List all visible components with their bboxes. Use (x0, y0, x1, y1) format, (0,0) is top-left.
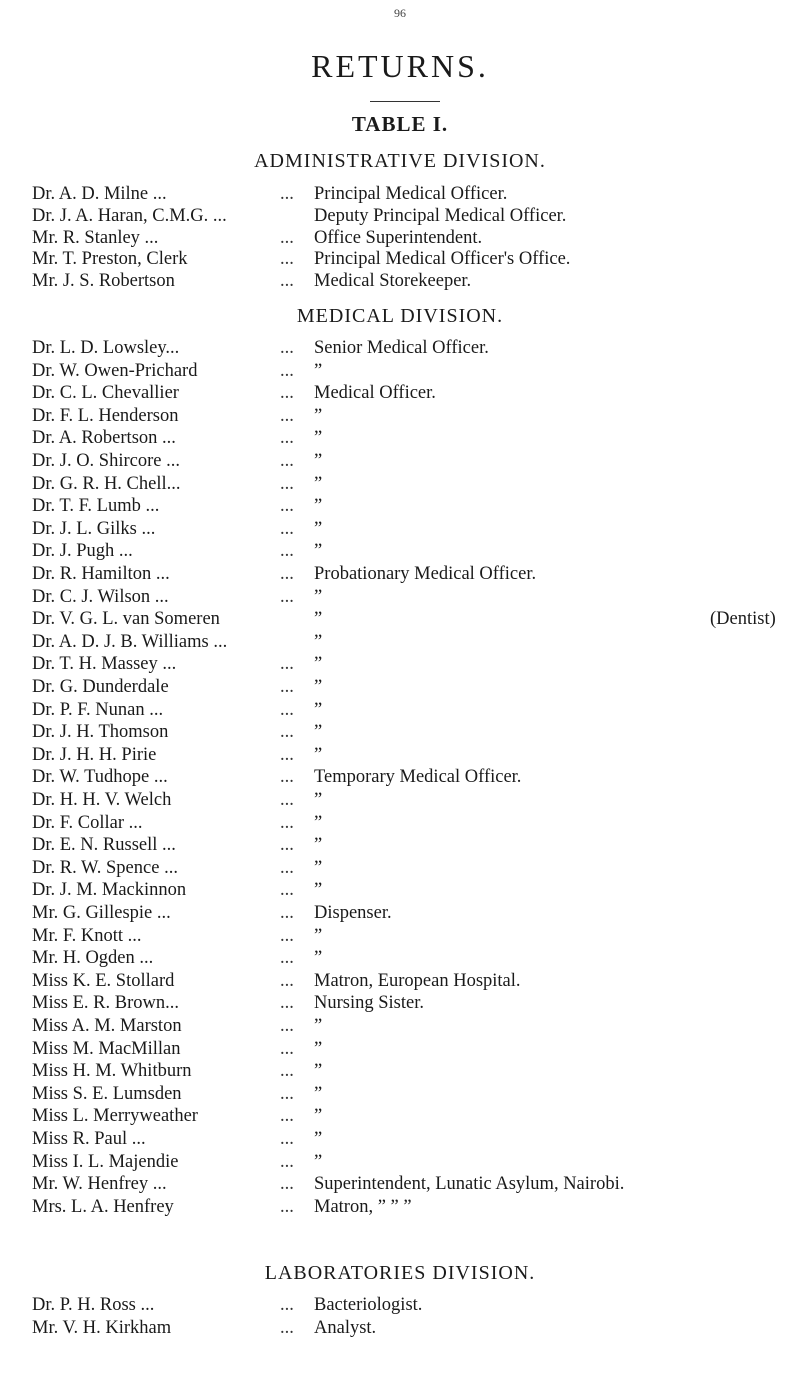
staff-row (0, 948, 800, 970)
staff-name: Miss K. E. Stollard (32, 970, 175, 991)
staff-row (0, 564, 800, 586)
staff-row (0, 813, 800, 835)
page-number: 96 (394, 6, 406, 20)
leader-dots: ... (280, 722, 294, 743)
staff-row (0, 474, 800, 496)
staff-name: Mrs. L. A. Henfrey (32, 1196, 174, 1217)
staff-name: Mr. W. Henfrey ... (32, 1174, 167, 1195)
staff-name: Dr. T. F. Lumb ... (32, 496, 160, 517)
staff-name: Dr. C. J. Wilson ... (32, 586, 169, 607)
staff-row (0, 858, 800, 880)
staff-post: ” (314, 609, 323, 630)
leader-dots: ... (280, 677, 294, 697)
staff-row (0, 971, 800, 993)
table-title: TABLE I. (351, 112, 449, 136)
staff-post: ” (314, 496, 323, 517)
leader-dots: ... (280, 1083, 294, 1104)
staff-name: Dr. W. Owen-Prichard (32, 360, 198, 381)
leader-dots: ... (280, 360, 294, 381)
leader-dots: ... (280, 812, 294, 833)
staff-post: ” (314, 835, 323, 856)
leader-dots: ... (280, 1174, 294, 1195)
leader-dots: ... (280, 271, 294, 292)
staff-post: ” (314, 857, 323, 878)
staff-post: ” (314, 1038, 323, 1059)
staff-post: ” (314, 677, 323, 697)
section-heading: ADMINISTRATIVE DIVISION. (254, 150, 546, 172)
staff-post: Medical Storekeeper. (314, 271, 472, 292)
staff-row (0, 1197, 800, 1219)
staff-post: ” (314, 790, 323, 810)
section-heading: MEDICAL DIVISION. (296, 305, 504, 327)
leader-dots: ... (280, 1151, 294, 1172)
staff-post: Probationary Medical Officer. (314, 564, 537, 584)
staff-post: ” (314, 925, 323, 946)
leader-dots: ... (280, 184, 294, 204)
staff-row (0, 271, 800, 293)
staff-post: ” (314, 586, 323, 607)
staff-name: Dr. P. H. Ross ... (32, 1295, 155, 1315)
staff-name: Dr. P. F. Nunan ... (32, 699, 164, 720)
leader-dots: ... (280, 586, 294, 607)
staff-post: Office Superintendent. (314, 227, 483, 248)
staff-row (0, 519, 800, 541)
staff-name: Dr. G. Dunderdale (32, 677, 169, 697)
staff-row (0, 654, 800, 676)
staff-name: Dr. W. Tudhope ... (32, 767, 168, 788)
leader-dots: ... (280, 338, 294, 358)
staff-row (0, 1106, 800, 1128)
leader-dots: ... (280, 925, 294, 946)
staff-post: ” (314, 473, 323, 494)
staff-name: Dr. F. L. Henderson (32, 405, 179, 426)
staff-note: (Dentist) (710, 609, 776, 630)
staff-row (0, 993, 800, 1015)
staff-post: ” (314, 360, 323, 381)
staff-row (0, 1084, 800, 1106)
staff-row (0, 1295, 800, 1317)
staff-row (0, 249, 800, 271)
page-title: RETURNS. (311, 48, 489, 84)
staff-row (0, 338, 800, 360)
staff-row (0, 451, 800, 473)
staff-name: Dr. R. Hamilton ... (32, 564, 170, 584)
staff-post: Superintendent, Lunatic Asylum, Nairobi. (314, 1174, 625, 1195)
staff-row (0, 228, 800, 250)
staff-row (0, 406, 800, 428)
staff-post: Nursing Sister. (314, 993, 424, 1014)
staff-row (0, 1039, 800, 1061)
staff-name: Dr. J. L. Gilks ... (32, 518, 156, 539)
leader-dots: ... (280, 473, 294, 494)
staff-name: Mr. T. Preston, Clerk (32, 249, 188, 270)
staff-post: Dispenser. (314, 903, 392, 923)
leader-dots: ... (280, 428, 294, 449)
staff-post: Matron, European Hospital. (314, 970, 521, 991)
staff-post: Medical Officer. (314, 383, 436, 404)
staff-row (0, 1061, 800, 1083)
leader-dots: ... (280, 451, 294, 471)
staff-post: ” (314, 631, 323, 652)
staff-row (0, 790, 800, 812)
staff-post: ” (314, 541, 323, 562)
staff-row (0, 835, 800, 857)
staff-name: Mr. G. Gillespie ... (32, 903, 171, 923)
staff-name: Mr. H. Ogden ... (32, 948, 154, 969)
staff-post: ” (314, 428, 323, 449)
staff-name: Dr. J. H. H. Pirie (32, 744, 157, 765)
leader-dots: ... (280, 564, 294, 584)
leader-dots: ... (280, 835, 294, 856)
leader-dots: ... (280, 970, 294, 991)
leader-dots: ... (280, 880, 294, 901)
leader-dots: ... (280, 405, 294, 426)
leader-dots: ... (280, 857, 294, 878)
staff-row (0, 903, 800, 925)
staff-name: Miss H. M. Whitburn (32, 1061, 192, 1082)
staff-row (0, 1152, 800, 1174)
staff-post: Temporary Medical Officer. (314, 767, 522, 788)
staff-row (0, 541, 800, 563)
staff-name: Dr. H. H. V. Welch (32, 790, 172, 810)
staff-post: ” (314, 948, 323, 969)
staff-post: ” (314, 722, 323, 743)
staff-post: ” (314, 1083, 323, 1104)
staff-post: Bacteriologist. (314, 1295, 423, 1315)
leader-dots: ... (280, 744, 294, 765)
leader-dots: ... (280, 903, 294, 923)
staff-post: Analyst. (314, 1317, 377, 1338)
staff-name: Mr. V. H. Kirkham (32, 1317, 172, 1338)
staff-row (0, 184, 800, 206)
staff-row (0, 428, 800, 450)
staff-post: Principal Medical Officer. (314, 184, 508, 204)
staff-row (0, 1016, 800, 1038)
staff-post: ” (314, 1016, 323, 1036)
leader-dots: ... (280, 383, 294, 404)
staff-row (0, 632, 800, 654)
staff-name: Dr. T. H. Massey ... (32, 654, 177, 675)
staff-name: Miss L. Merryweather (32, 1106, 198, 1127)
staff-name: Mr. F. Knott ... (32, 925, 142, 946)
leader-dots: ... (280, 654, 294, 675)
staff-row (0, 383, 800, 405)
staff-name: Dr. F. Collar ... (32, 812, 143, 833)
staff-name: Dr. V. G. L. van Someren (32, 609, 220, 630)
staff-row (0, 206, 800, 228)
leader-dots: ... (280, 1106, 294, 1127)
staff-name: Dr. J. M. Mackinnon (32, 880, 187, 901)
staff-post: ” (314, 812, 323, 833)
staff-post: Matron, ” ” ” (314, 1196, 412, 1217)
staff-name: Dr. C. L. Chevallier (32, 383, 179, 404)
staff-post: Deputy Principal Medical Officer. (314, 205, 567, 226)
staff-row (0, 745, 800, 767)
leader-dots: ... (280, 249, 294, 270)
staff-name: Miss A. M. Marston (32, 1016, 182, 1036)
leader-dots: ... (280, 993, 294, 1014)
staff-name: Miss R. Paul ... (32, 1129, 146, 1149)
staff-name: Dr. G. R. H. Chell... (32, 473, 181, 494)
staff-name: Miss S. E. Lumsden (32, 1083, 182, 1104)
title-rule (370, 101, 440, 102)
staff-post: ” (314, 451, 323, 471)
staff-row (0, 496, 800, 518)
leader-dots: ... (280, 1016, 294, 1036)
staff-name: Dr. J. O. Shircore ... (32, 451, 180, 471)
leader-dots: ... (280, 699, 294, 720)
staff-name: Dr. J. H. Thomson (32, 722, 169, 743)
staff-row (0, 880, 800, 902)
staff-name: Dr. A. Robertson ... (32, 428, 176, 449)
staff-row (0, 609, 800, 631)
staff-post: ” (314, 654, 323, 675)
staff-name: Mr. J. S. Robertson (32, 271, 175, 292)
staff-name: Miss E. R. Brown... (32, 993, 179, 1014)
leader-dots: ... (280, 1295, 294, 1315)
leader-dots: ... (280, 767, 294, 788)
staff-post: ” (314, 1106, 323, 1127)
staff-post: ” (314, 744, 323, 765)
staff-row (0, 1318, 800, 1340)
staff-post: Principal Medical Officer's Office. (314, 249, 571, 270)
staff-row (0, 587, 800, 609)
staff-post: Senior Medical Officer. (314, 338, 489, 358)
staff-row (0, 700, 800, 722)
section-heading: LABORATORIES DIVISION. (264, 1262, 536, 1284)
leader-dots: ... (280, 790, 294, 810)
staff-row (0, 361, 800, 383)
leader-dots: ... (280, 1061, 294, 1082)
staff-name: Dr. A. D. J. B. Williams ... (32, 631, 228, 652)
staff-post: ” (314, 518, 323, 539)
staff-post: ” (314, 699, 323, 720)
staff-name: Dr. A. D. Milne ... (32, 184, 167, 204)
staff-name: Dr. J. Pugh ... (32, 541, 133, 562)
staff-name: Dr. L. D. Lowsley... (32, 338, 180, 358)
staff-name: Mr. R. Stanley ... (32, 227, 159, 248)
leader-dots: ... (280, 541, 294, 562)
staff-name: Dr. E. N. Russell ... (32, 835, 176, 856)
staff-name: Miss I. L. Majendie (32, 1151, 179, 1172)
leader-dots: ... (280, 1129, 294, 1149)
leader-dots: ... (280, 518, 294, 539)
staff-row (0, 767, 800, 789)
staff-post: ” (314, 1061, 323, 1082)
leader-dots: ... (280, 1196, 294, 1217)
staff-row (0, 1174, 800, 1196)
staff-name: Dr. R. W. Spence ... (32, 857, 178, 878)
staff-row (0, 1129, 800, 1151)
leader-dots: ... (280, 948, 294, 969)
staff-name: Miss M. MacMillan (32, 1038, 181, 1059)
staff-post: ” (314, 1129, 323, 1149)
staff-post: ” (314, 880, 323, 901)
staff-row (0, 677, 800, 699)
leader-dots: ... (280, 496, 294, 517)
staff-post: ” (314, 405, 323, 426)
leader-dots: ... (280, 1038, 294, 1059)
staff-row (0, 926, 800, 948)
staff-post: ” (314, 1151, 323, 1172)
staff-name: Dr. J. A. Haran, C.M.G. ... (32, 205, 227, 226)
leader-dots: ... (280, 227, 294, 248)
leader-dots: ... (280, 1317, 294, 1338)
staff-row (0, 722, 800, 744)
